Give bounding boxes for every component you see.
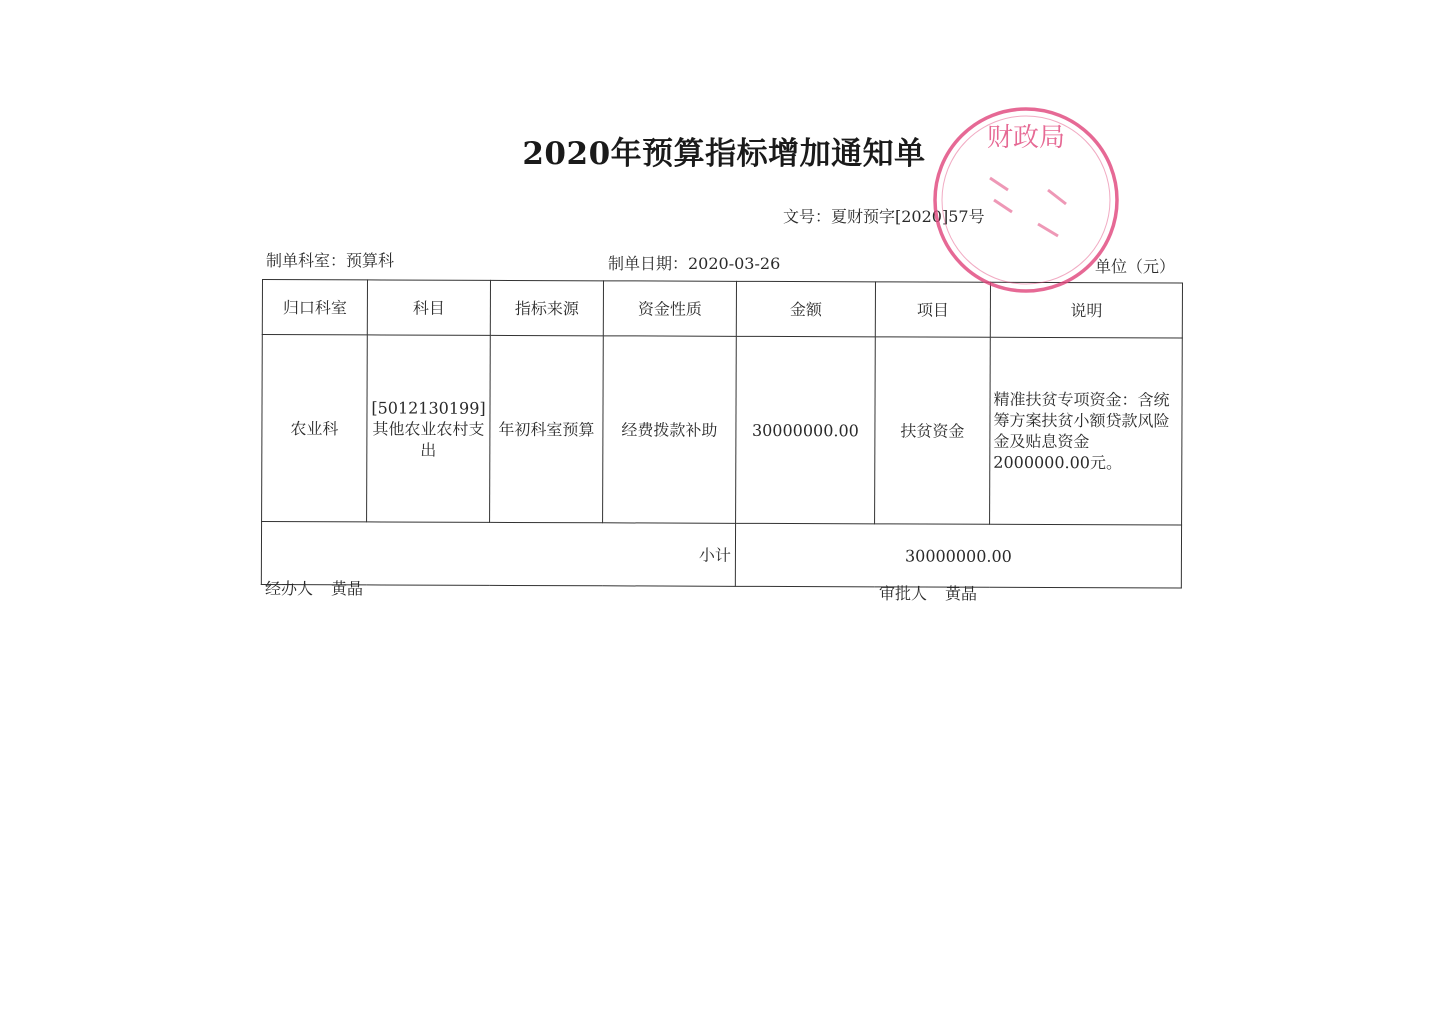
subtotal-label: 小计 <box>261 522 735 587</box>
source-cell: 年初科室预算 <box>490 335 604 522</box>
handler-name: 黄晶 <box>331 579 364 598</box>
handler-signature <box>265 576 363 599</box>
approver-signature <box>879 581 977 604</box>
header-cell: 项目 <box>875 282 990 337</box>
seal-marks <box>990 178 1066 236</box>
description-cell: 精准扶贫专项资金：含统筹方案扶贫小额贷款风险金及贴息资金2000000.00元。 <box>990 337 1183 525</box>
approver-label: 审批人 <box>879 584 928 603</box>
header-cell: 说明 <box>990 282 1182 338</box>
document-number: 文号：夏财预字[2020]57号 <box>783 207 985 226</box>
subtotal-row <box>261 522 1181 589</box>
header-cell: 资金性质 <box>603 281 736 337</box>
page-title: 2020年预算指标增加通知单 <box>522 136 926 172</box>
approver-name: 黄晶 <box>945 584 978 603</box>
subject-name: 其他农业农村支出 <box>372 418 485 460</box>
prepared-date: 制单日期：2020-03-26 <box>608 254 781 273</box>
header-cell: 指标来源 <box>490 280 603 335</box>
fund-nature-cell: 经费拨款补助 <box>603 336 737 524</box>
prepared-by-department: 制单科室：预算科 <box>266 251 395 270</box>
seal-text: 财政局 <box>986 123 1066 153</box>
project-cell: 扶贫资金 <box>875 337 991 524</box>
department-cell: 农业科 <box>262 335 368 522</box>
budget-notice-table <box>261 279 1183 589</box>
subtotal-amount: 30000000.00 <box>735 523 1181 588</box>
table-header-row <box>262 280 1182 339</box>
unit-label: 单位（元） <box>1095 257 1176 276</box>
header-cell: 科目 <box>367 280 490 335</box>
header-cell: 金额 <box>736 281 875 337</box>
header-cell: 归口科室 <box>262 280 367 335</box>
subject-code: [5012130199] <box>371 397 486 418</box>
subject-cell <box>367 335 491 522</box>
handler-label: 经办人 <box>265 579 314 598</box>
amount-cell: 30000000.00 <box>736 336 876 524</box>
table-row <box>262 335 1183 526</box>
